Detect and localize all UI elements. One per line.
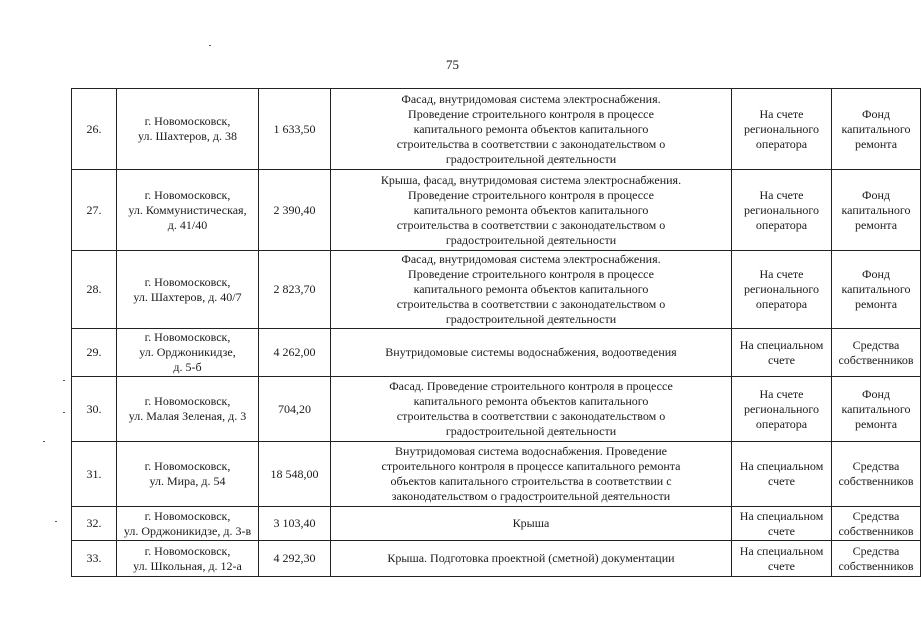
funding-source-cell-line: Фонд [861,187,890,202]
account-cell-line: регионального [743,401,820,416]
address-cell-line: г. Новомосковск, [144,330,231,344]
funding-source-cell-line: Фонд [861,267,890,281]
account-cell-line: На специальном [739,459,824,473]
row-number: 29. [72,329,117,377]
funding-source-cell-line: капитального [841,282,911,296]
works-cell-line: градостроительной деятельности [445,151,617,166]
works-cell-line: Проведение строительного контроля в процессе [408,267,654,281]
account-cell-line: регионального [743,121,820,136]
account-cell-line: оператора [755,217,808,232]
address-cell [117,377,259,442]
address-cell [117,89,259,170]
row-number: 30. [72,377,117,442]
works-cell-line: Крыша [512,516,550,530]
table-row [72,170,921,251]
funding-source-cell-line: Средства [852,337,900,352]
account-cell-line: На специальном [739,543,824,558]
table-row [72,251,921,329]
scan-speck [43,441,45,442]
funding-source-cell-line: капитального [841,121,911,136]
works-cell-line: объектов капитального строительства в соответствии с [390,474,672,488]
capital-repair-table [71,88,921,577]
page-number: 75 [446,57,459,72]
area-cell: 18 548,00 [259,442,331,507]
works-cell-line: строительного контроля в процессе капитального ремонта [381,459,681,473]
works-cell [331,329,732,377]
funding-source-cell-line: собственников [838,558,914,573]
funding-source-cell-line: Средства [852,459,900,473]
funding-source-cell-line: собственников [838,352,914,367]
scan-speck [55,521,57,522]
works-cell-line: градостроительной деятельности [445,312,617,326]
account-cell-line: На счете [759,267,804,281]
account-cell-line: счете [767,523,796,538]
works-cell-line: Фасад, внутридомовая система электроснабжения. [401,91,661,106]
account-cell [732,89,832,170]
area-cell: 3 103,40 [259,507,331,541]
account-cell [732,507,832,541]
funding-source-cell [832,329,921,377]
address-cell-line: г. Новомосковск, [144,508,231,523]
works-cell [331,89,732,170]
account-cell-line: регионального [743,202,820,217]
works-cell-line: капитального ремонта объектов капитального [413,121,649,136]
address-cell-line: ул. Шахтеров, д. 38 [138,129,237,143]
account-cell-line: На счете [759,106,804,121]
account-cell-line: На счете [759,187,804,202]
address-cell-line: ул. Малая Зеленая, д. 3 [128,409,247,423]
address-cell [117,251,259,329]
works-cell-line: градостроительной деятельности [445,232,617,247]
works-cell-line: Проведение строительного контроля в процессе [408,106,654,121]
works-cell-line: Фасад. Проведение строительного контроля в процессе [389,379,673,393]
funding-source-cell [832,89,921,170]
area-cell: 1 633,50 [259,89,331,170]
row-number: 31. [72,442,117,507]
address-cell [117,541,259,577]
works-cell-line: строительства в соответствии с законодательством о [396,136,666,151]
account-cell-line: оператора [755,416,808,431]
funding-source-cell [832,170,921,251]
account-cell-line: На специальном [739,508,824,523]
funding-source-cell-line: Средства [852,543,900,558]
address-cell-line: ул. Коммунистическая, [128,202,247,217]
address-cell-line: г. Новомосковск, [144,187,231,202]
works-cell-line: законодательством о градостроительной деятельности [391,489,671,503]
works-cell-line: капитального ремонта объектов капитального [413,202,649,217]
works-cell-line: строительства в соответствии с законодательством о [396,217,666,232]
address-cell-line: г. Новомосковск, [144,543,231,558]
address-cell-line: г. Новомосковск, [144,459,231,473]
table-body [72,89,921,577]
area-cell: 4 262,00 [259,329,331,377]
funding-source-cell-line: ремонта [854,217,898,232]
funding-source-cell-line: собственников [838,523,914,538]
account-cell [732,170,832,251]
address-cell [117,507,259,541]
address-cell [117,442,259,507]
funding-source-cell-line: капитального [841,401,911,416]
account-cell [732,329,832,377]
works-cell-line: Крыша, фасад, внутридомовая система электроснабжения. [380,172,682,187]
works-cell-line: строительства в соответствии с законодательством о [396,409,666,423]
works-cell-line: капитального ремонта объектов капитального [413,394,649,408]
address-cell-line: ул. Шахтеров, д. 40/7 [133,289,242,304]
funding-source-cell-line: собственников [838,474,914,488]
table-row [72,377,921,442]
scan-speck [63,412,65,413]
funding-source-cell-line: ремонта [854,136,898,151]
address-cell-line: ул. Орджоникидзе, [139,345,236,359]
row-number: 32. [72,507,117,541]
works-cell-line: строительства в соответствии с законодательством о [396,297,666,311]
account-cell-line: На специальном [739,337,824,352]
funding-source-cell-line: Фонд [861,386,890,401]
funding-source-cell-line: ремонта [854,416,898,431]
account-cell-line: счете [767,558,796,573]
table-row [72,507,921,541]
works-cell-line: Внутридомовая система водоснабжения. Проведение [395,444,667,458]
works-cell [331,170,732,251]
row-number: 27. [72,170,117,251]
table-row [72,541,921,577]
works-cell [331,251,732,329]
area-cell: 2 390,40 [259,170,331,251]
account-cell [732,541,832,577]
funding-source-cell-line: капитального [841,202,911,217]
account-cell-line: оператора [755,136,808,151]
address-cell-line: д. 5-б [173,360,202,374]
funding-source-cell [832,541,921,577]
address-cell-line: ул. Школьная, д. 12-а [133,558,242,573]
address-cell-line: г. Новомосковск, [144,274,231,289]
works-cell-line: Проведение строительного контроля в процессе [408,187,654,202]
works-cell [331,442,732,507]
works-cell [331,507,732,541]
scan-speck [63,380,65,381]
address-cell-line: г. Новомосковск, [144,394,231,408]
table-row [72,442,921,507]
address-cell-line: г. Новомосковск, [144,114,231,128]
account-cell-line: счете [767,474,796,488]
address-cell-line: д. 41/40 [167,217,208,232]
works-cell-line: Внутридомовые системы водоснабжения, водоотведения [385,345,677,359]
scan-speck [209,45,211,46]
account-cell-line: На счете [759,386,804,401]
area-cell: 2 823,70 [259,251,331,329]
address-cell-line: ул. Мира, д. 54 [149,474,226,488]
account-cell-line: оператора [755,297,808,311]
funding-source-cell-line: Фонд [861,106,890,121]
area-cell: 4 292,30 [259,541,331,577]
account-cell [732,442,832,507]
account-cell-line: регионального [743,282,820,296]
works-cell-line: Крыша. Подготовка проектной (сметной) документации [387,551,675,565]
works-cell-line: капитального ремонта объектов капитального [413,282,649,296]
account-cell-line: счете [767,352,796,367]
row-number: 26. [72,89,117,170]
funding-source-cell [832,377,921,442]
funding-source-cell [832,251,921,329]
works-cell [331,377,732,442]
address-cell [117,170,259,251]
works-cell-line: градостроительной деятельности [445,424,617,438]
funding-source-cell [832,507,921,541]
table-row [72,89,921,170]
area-cell: 704,20 [259,377,331,442]
row-number: 33. [72,541,117,577]
table-row [72,329,921,377]
address-cell [117,329,259,377]
address-cell-line: ул. Орджоникидзе, д. 3-в [123,523,252,538]
row-number: 28. [72,251,117,329]
funding-source-cell-line: ремонта [854,297,898,311]
account-cell [732,251,832,329]
funding-source-cell [832,442,921,507]
works-cell [331,541,732,577]
works-cell-line: Фасад, внутридомовая система электроснабжения. [401,252,661,266]
account-cell [732,377,832,442]
funding-source-cell-line: Средства [852,508,900,523]
